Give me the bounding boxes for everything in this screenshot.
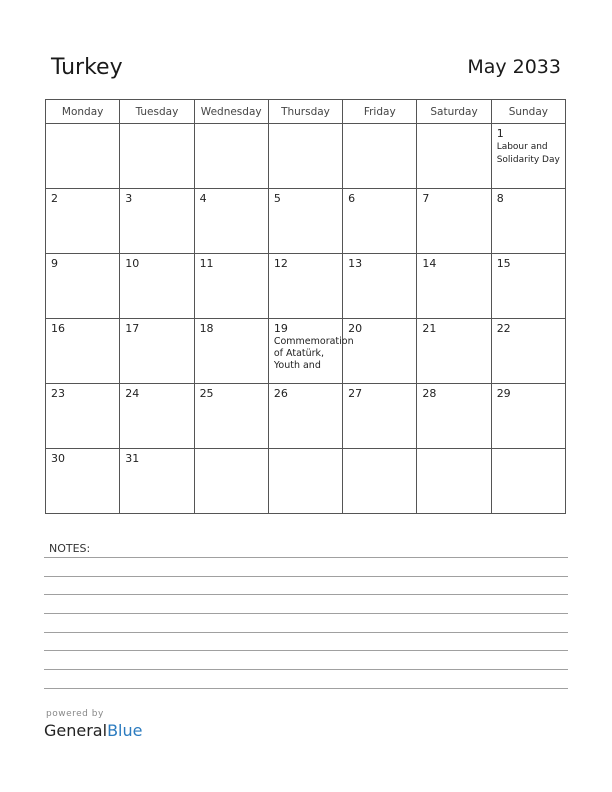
- day-cell[interactable]: [120, 384, 194, 449]
- day-cell[interactable]: [194, 189, 268, 254]
- day-cell[interactable]: [194, 124, 268, 189]
- day-cell[interactable]: [417, 384, 491, 449]
- day-number: 19: [273, 322, 288, 335]
- day-cell[interactable]: [120, 189, 194, 254]
- day-cell[interactable]: [343, 449, 417, 514]
- day-cell[interactable]: [268, 319, 354, 384]
- day-cell[interactable]: [46, 384, 120, 449]
- day-cell[interactable]: [417, 254, 491, 319]
- note-line: [44, 650, 568, 651]
- brand-blue-text: Blue: [107, 721, 143, 740]
- day-number: 20: [348, 322, 363, 335]
- day-number: 6: [348, 192, 356, 205]
- day-cell[interactable]: [194, 384, 268, 449]
- day-number: 17: [125, 322, 140, 335]
- day-cell[interactable]: [491, 449, 565, 514]
- note-line: [44, 613, 568, 614]
- day-cell[interactable]: [268, 254, 342, 319]
- weekday-wednesday: Wednesday: [194, 100, 268, 124]
- day-cell[interactable]: [194, 449, 268, 514]
- day-cell[interactable]: [491, 384, 565, 449]
- day-cell[interactable]: [120, 319, 194, 384]
- day-cell[interactable]: [417, 319, 491, 384]
- day-number: 16: [51, 322, 65, 335]
- day-cell[interactable]: [343, 254, 417, 319]
- weekday-monday: Monday: [46, 100, 120, 124]
- day-cell[interactable]: [46, 449, 120, 514]
- day-number: 23: [51, 387, 65, 400]
- week-row: [46, 449, 566, 514]
- weekday-thursday: Thursday: [268, 100, 342, 124]
- holiday-event: Labour and Solidarity Day: [496, 142, 560, 165]
- day-number: 21: [422, 322, 437, 335]
- note-line: [44, 594, 568, 595]
- holiday-event: Commemoration of Atatürk, Youth and: [273, 336, 354, 371]
- weekday-saturday: Saturday: [417, 100, 491, 124]
- day-number: 14: [422, 257, 437, 270]
- day-cell[interactable]: [46, 124, 120, 189]
- weekday-sunday: Sunday: [491, 100, 565, 124]
- day-number: 18: [199, 322, 214, 335]
- week-row: [46, 254, 566, 319]
- week-row: [46, 384, 566, 449]
- day-cell[interactable]: [120, 124, 194, 189]
- day-cell[interactable]: [194, 254, 268, 319]
- day-cell[interactable]: [343, 319, 417, 384]
- week-row: [46, 319, 566, 384]
- notes-label: NOTES:: [49, 542, 91, 555]
- day-number: 31: [125, 452, 140, 465]
- day-cell[interactable]: [343, 124, 417, 189]
- day-cell[interactable]: [491, 319, 565, 384]
- day-number: 7: [422, 192, 430, 205]
- day-number: 2: [51, 192, 58, 205]
- day-cell[interactable]: [120, 449, 194, 514]
- note-line: [44, 557, 568, 558]
- day-number: 8: [496, 192, 504, 205]
- week-row: [46, 189, 566, 254]
- country-title: Turkey: [51, 55, 123, 80]
- day-number: 10: [125, 257, 140, 270]
- brand-general-text: General: [44, 721, 108, 740]
- day-cell[interactable]: [46, 254, 120, 319]
- day-cell[interactable]: [268, 124, 342, 189]
- day-cell[interactable]: [343, 189, 417, 254]
- day-cell[interactable]: [120, 254, 194, 319]
- day-cell[interactable]: [417, 189, 491, 254]
- day-number: 25: [199, 387, 214, 400]
- day-number: 3: [125, 192, 133, 205]
- day-number: 30: [51, 452, 65, 465]
- day-cell[interactable]: [46, 319, 120, 384]
- powered-by-text: powered by: [46, 709, 104, 719]
- day-cell[interactable]: [46, 189, 120, 254]
- day-number: 9: [51, 257, 58, 270]
- day-cell[interactable]: [194, 319, 268, 384]
- weekday-header-row: [46, 100, 566, 124]
- day-number: 5: [273, 192, 281, 205]
- day-cell[interactable]: [268, 384, 342, 449]
- week-row: [46, 124, 566, 189]
- day-cell[interactable]: [491, 124, 565, 189]
- day-number: 26: [273, 387, 288, 400]
- day-number: 11: [199, 257, 214, 270]
- day-number: 29: [496, 387, 511, 400]
- day-cell[interactable]: [491, 189, 565, 254]
- day-cell[interactable]: [491, 254, 565, 319]
- day-number: 15: [496, 257, 511, 270]
- day-cell[interactable]: [343, 384, 417, 449]
- day-number: 24: [125, 387, 140, 400]
- note-line: [44, 576, 568, 577]
- month-year-title: May 2033: [467, 56, 561, 78]
- day-cell[interactable]: [417, 449, 491, 514]
- day-number: 13: [348, 257, 363, 270]
- day-number: 4: [199, 192, 207, 205]
- day-cell[interactable]: [268, 449, 342, 514]
- day-cell[interactable]: [268, 189, 342, 254]
- day-cell[interactable]: [417, 124, 491, 189]
- note-line: [44, 688, 568, 689]
- calendar-grid: [45, 99, 566, 514]
- day-number: 12: [273, 257, 288, 270]
- note-line: [44, 632, 568, 633]
- day-number: 28: [422, 387, 437, 400]
- day-number: 1: [496, 127, 504, 140]
- day-number: 27: [348, 387, 363, 400]
- weekday-tuesday: Tuesday: [120, 100, 194, 124]
- weekday-friday: Friday: [343, 100, 417, 124]
- day-number: 22: [496, 322, 511, 335]
- note-line: [44, 669, 568, 670]
- generalblue-logo[interactable]: [44, 721, 142, 740]
